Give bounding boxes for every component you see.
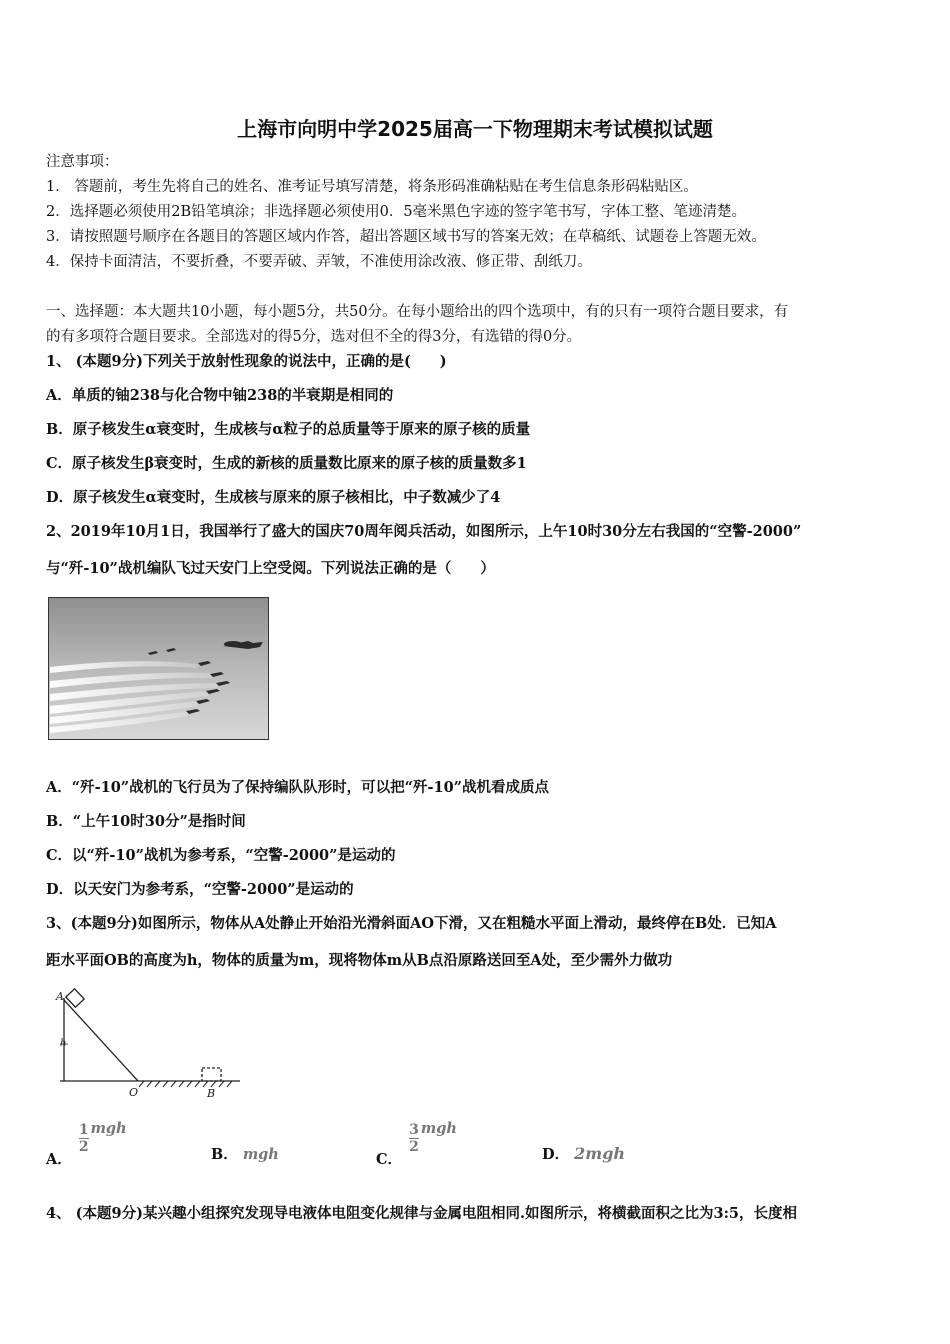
q3-option-b-label: B． [211, 1146, 238, 1163]
q2-stem-line-2: 与“歼-10”战机编队飞过天安门上空受阅。下列说法正确的是（ ） [46, 560, 495, 577]
label-o: O [129, 1086, 139, 1099]
rough-surface-hatching [139, 1081, 232, 1087]
q3-option-a-fraction [79, 1122, 89, 1155]
fraction-denominator: 2 [78, 1138, 89, 1155]
q4-stem-line-1: 4、 (本题9分)某兴趣小组探究发现导电液体电阻变化规律与金属电阻相同.如图所示，将横截面积之比为3:5，长度相 [46, 1205, 798, 1222]
q3-option-b-expr: mgh [242, 1146, 279, 1163]
q1-stem: 1、 (本题9分)下列关于放射性现象的说法中，正确的是( ) [46, 353, 447, 370]
q2-stem-line-1: 2、2019年10月1日，我国举行了盛大的国庆70周年阅兵活动，如图所示，上午10时30分左右我国的“空警-2000” [46, 523, 802, 540]
fraction-numerator: 1 [78, 1121, 89, 1138]
q3-stem-line-2: 距水平面OB的高度为h，物体的质量为m，现将物体m从B点沿原路送回至A处，至少需外力做功 [46, 952, 673, 969]
q3-option-c-fraction [409, 1122, 419, 1155]
section-intro-line-1: 一、选择题：本大题共10小题，每小题5分，共50分。在每小题给出的四个选项中，有的只有一项符合题目要求，有 [46, 304, 789, 320]
q3-option-d-label: D． [542, 1146, 570, 1163]
q1-option-d: D．原子核发生α衰变时，生成核与原来的原子核相比，中子数减少了4 [46, 489, 501, 506]
section-intro-line-2: 的有多项符合题目要求。全部选对的得5分，选对但不全的得3分，有选错的得0分。 [46, 329, 582, 345]
notice-item-3: 3．请按照题号顺序在各题目的答题区域内作答，超出答题区域书写的答案无效；在草稿纸、试题卷上答题无效。 [46, 229, 766, 245]
q3-option-c-expr: mgh [420, 1120, 457, 1137]
q1-option-b: B．原子核发生α衰变时，生成核与α粒子的总质量等于原来的原子核的质量 [46, 421, 531, 438]
incline-diagram [50, 986, 240, 1104]
q2-option-a: A．“歼-10”战机的飞行员为了保持编队队形时，可以把“歼-10”战机看成质点 [46, 779, 550, 796]
fraction-numerator: 3 [409, 1121, 419, 1138]
q3-option-d [542, 1143, 625, 1164]
page-title: 上海市向明中学2025届高一下物理期末考试模拟试题 [237, 117, 713, 141]
q2-option-d: D．以天安门为参考系，“空警-2000”是运动的 [46, 881, 354, 898]
block-at-b [202, 1068, 221, 1081]
q3-option-c [376, 1120, 457, 1169]
q2-option-b: B．“上午10时30分”是指时间 [46, 813, 246, 830]
notice-item-4: 4．保持卡面清洁，不要折叠，不要弄破、弄皱，不准使用涂改液、修正带、刮纸刀。 [46, 254, 592, 270]
q3-stem-line-1: 3、(本题9分)如图所示，物体从A处静止开始沿光滑斜面AO下滑，又在粗糙水平面上滑动，最终停在B处．已知A [46, 915, 777, 932]
q1-option-a: A．单质的铀238与化合物中铀238的半衰期是相同的 [46, 387, 394, 404]
fraction-denominator: 2 [409, 1138, 419, 1155]
label-a: A [56, 990, 64, 1003]
q3-option-a [46, 1120, 127, 1169]
notice-item-2: 2．选择题必须使用2B铅笔填涂；非选择题必须使用0．5毫米黑色字迹的签字笔书写，字体工整、笔迹清楚。 [46, 204, 747, 220]
incline-slope [64, 1000, 138, 1081]
parade-aircraft-photo [48, 597, 269, 740]
q2-option-c: C．以“歼-10”战机为参考系，“空警-2000”是运动的 [46, 847, 396, 864]
q3-option-a-expr: mgh [90, 1120, 127, 1137]
q3-option-a-label: A． [46, 1151, 72, 1168]
label-b: B [207, 1087, 216, 1100]
q3-option-d-expr: 2mgh [574, 1144, 626, 1163]
notice-heading: 注意事项： [46, 154, 119, 170]
q3-option-b [211, 1143, 279, 1164]
label-h: h [60, 1038, 67, 1049]
q3-option-c-label: C． [376, 1151, 403, 1168]
notice-item-1: 1． 答题前，考生先将自己的姓名、准考证号填写清楚，将条形码准确粘贴在考生信息条形码粘贴区。 [46, 179, 698, 195]
q1-option-c: C．原子核发生β衰变时，生成的新核的质量数比原来的原子核的质量数多1 [46, 455, 527, 472]
